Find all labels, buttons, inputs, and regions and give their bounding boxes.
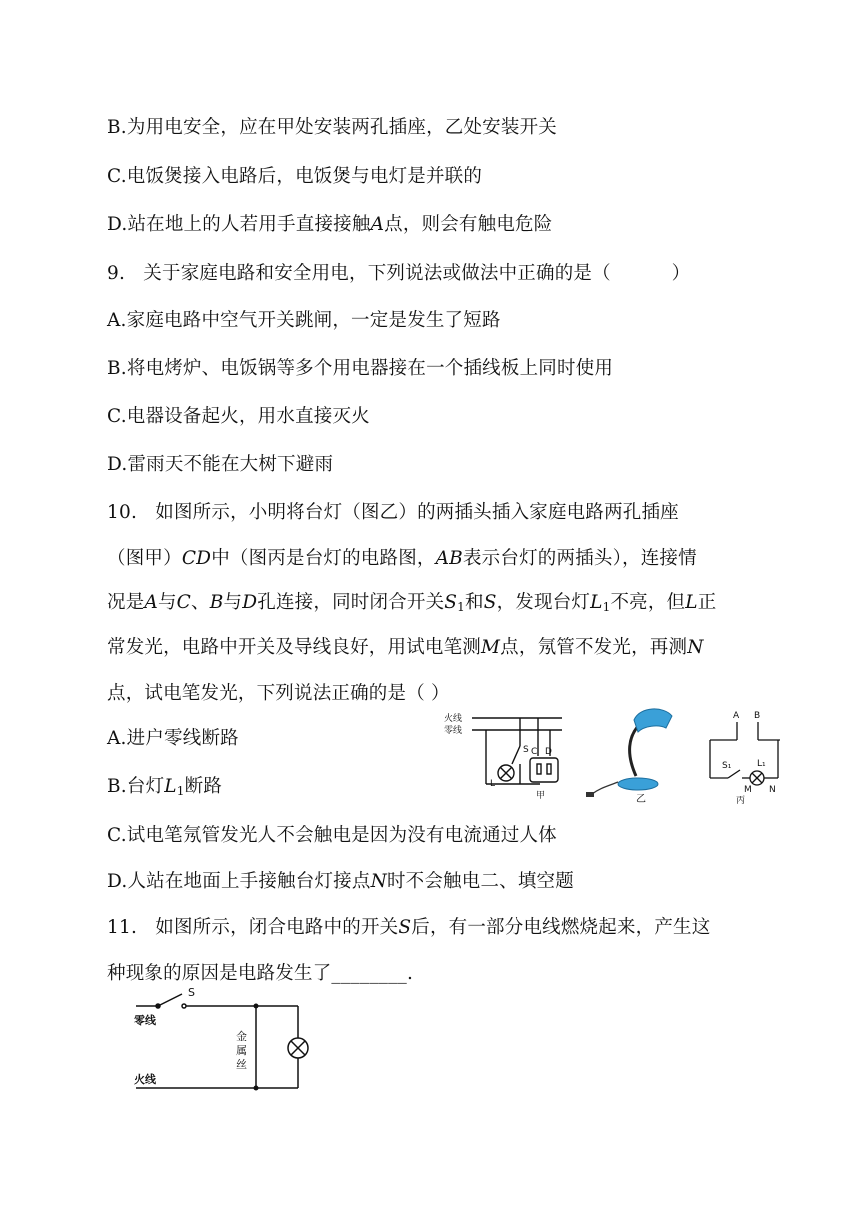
metal-wire-label-2: 属 — [236, 1044, 247, 1057]
plug-A-label: A — [733, 711, 740, 721]
q10-stem-line2: （图甲）CD中（图丙是台灯的电路图，AB表示台灯的两插头），连接情 — [107, 548, 697, 569]
q11-figure — [130, 982, 330, 1098]
q9-option-c: C.电器设备起火，用水直接灭火 — [107, 406, 370, 427]
switch-S-label: S — [188, 986, 195, 999]
figure-yi-label: 乙 — [636, 794, 646, 805]
q10-option-d: D.人站在地面上手接触台灯接点N时不会触电二、填空题 — [107, 871, 574, 892]
q10-option-a: A.进户零线断路 — [107, 728, 239, 749]
q9-option-a: A.家庭电路中空气开关跳闸，一定是发生了短路 — [107, 310, 501, 331]
q10-figure — [440, 706, 780, 806]
metal-wire-label-3: 丝 — [236, 1058, 247, 1071]
lamp-circuit-bing — [710, 722, 780, 785]
socket-C-label: C — [531, 747, 538, 757]
neutral-wire-label: 零线 — [444, 726, 463, 736]
q10-stem-line1: 10. 如图所示，小明将台灯（图乙）的两插头插入家庭电路两孔插座 — [107, 502, 679, 523]
socket-D-label: D — [545, 747, 552, 757]
neutral-wire-label: 零线 — [134, 1014, 156, 1027]
switch-S-icon — [160, 994, 182, 1005]
q9-stem: 9. 关于家庭电路和安全用电，下列说法或做法中正确的是（ ） — [107, 263, 691, 284]
q10-option-b: B.台灯$L_1$断路 — [107, 776, 223, 798]
q10-stem-line3: 况是A与C、B与D孔连接，同时闭合开关$S_1$和S，发现台灯$L_1$不亮，但L正 — [107, 592, 717, 614]
q11-stem-line2: 种现象的原因是电路发生了________. — [107, 963, 414, 984]
q8-option-c: C.电饭煲接入电路后，电饭煲与电灯是并联的 — [107, 166, 483, 187]
socket-icon — [530, 758, 558, 782]
q8-option-d: D.站在地上的人若用手直接接触A点，则会有触电危险 — [107, 214, 553, 235]
q10-stem-line4: 常发光，电路中开关及导线良好，用试电笔测M点，氖管不发光，再测N — [107, 637, 704, 658]
q10-stem-line5: 点，试电笔发光，下列说法正确的是（ ） — [107, 683, 450, 704]
plug-B-label: B — [754, 711, 761, 721]
q9-option-b: B.将电烤炉、电饭锅等多个用电器接在一个插线板上同时使用 — [107, 358, 614, 379]
metal-wire-label-1: 金 — [236, 1030, 247, 1043]
point-N-label: N — [769, 785, 776, 795]
figure-jia-label: 甲 — [536, 791, 546, 801]
lamp-L1-label: L₁ — [757, 759, 766, 769]
figure-bing-label: 丙 — [736, 796, 746, 806]
live-wire-label: 火线 — [134, 1073, 156, 1086]
point-M-label: M — [744, 785, 752, 795]
live-wire-label: 火线 — [444, 714, 463, 724]
lamp-L-label: L — [490, 779, 496, 789]
switch-S-label: S — [523, 745, 529, 755]
switch-S1-label: S₁ — [722, 761, 732, 771]
desk-lamp-yi — [586, 709, 672, 805]
q10-option-c: C.试电笔氖管发光人不会触电是因为没有电流通过人体 — [107, 825, 557, 846]
q9-option-d: D.雷雨天不能在大树下避雨 — [107, 454, 334, 475]
q11-stem-line1: 11. 如图所示，闭合电路中的开关S后，有一部分电线燃烧起来，产生这 — [107, 917, 711, 938]
q8-option-b: B.为用电安全，应在甲处安装两孔插座，乙处安装开关 — [107, 117, 557, 138]
